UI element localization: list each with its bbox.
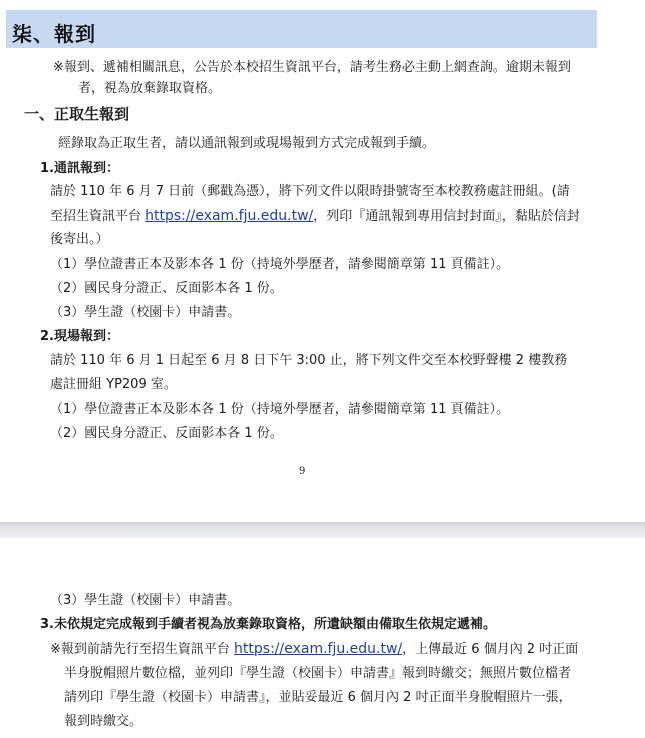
exam-platform-link[interactable]: https://exam.fju.edu.tw/: [145, 208, 314, 224]
photo-note-post: ，上傳最近 6 個月內 2 吋正面: [402, 642, 579, 657]
onsite-line-1: 請於 110 年 6 月 1 日起至 6 月 8 日下午 3:00 止，將下列文件交至本校野聲樓 2 樓教務: [50, 353, 568, 368]
photo-note-line-1: [50, 639, 578, 660]
document-page-10: [0, 538, 645, 738]
mail-line-1: 請於 110 年 6 月 7 日前（郵戳為憑），將下列文件以限時掛號寄至本校教務處註冊組。(請: [50, 184, 570, 199]
mail-line-2-pre: 至招生資訊平台: [50, 209, 146, 224]
photo-note-line-2: 半身脫帽照片數位檔，並列印『學生證（校園卡）申請書』報到時繳交；無照片數位檔者: [64, 666, 572, 681]
notice-line-1: ※報到、遞補相關訊息，公告於本校招生資訊平台，請考生務必主動上網查詢。逾期未報到: [53, 60, 571, 75]
photo-note-line-4: 報到時繳交。: [64, 714, 143, 729]
exam-platform-link-2[interactable]: https://exam.fju.edu.tw/: [234, 641, 403, 657]
onsite-item-1: （1）學位證書正本及影本各 1 份（持境外學歷者，請參閱簡章第 11 頁備註）。: [50, 402, 510, 417]
notice-line-2: 者，視為放棄錄取資格。: [78, 81, 222, 96]
mail-line-3: 後寄出。）: [50, 232, 109, 247]
onsite-heading: 2.現場報到：: [40, 329, 119, 344]
mail-item-2: （2）國民身分證正、反面影本各 1 份。: [50, 281, 283, 296]
mail-item-1: （1）學位證書正本及影本各 1 份（持境外學歷者，請參閱簡章第 11 頁備註）。: [50, 257, 510, 272]
mail-item-3: （3）學生證（校園卡）申請書。: [50, 305, 241, 320]
rule-3: 3.未依規定完成報到手續者視為放棄錄取資格，所遺缺額由備取生依規定遞補。: [40, 617, 496, 632]
onsite-item-2: （2）國民身分證正、反面影本各 1 份。: [50, 426, 283, 441]
mail-heading: 1.通訊報到：: [40, 161, 119, 176]
section-title: 柒、報到: [12, 22, 96, 46]
onsite-item-3: （3）學生證（校園卡）申請書。: [50, 593, 241, 608]
page-gap: [0, 522, 645, 538]
section-banner: [6, 10, 597, 48]
photo-note-line-3: 請列印『學生證（校園卡）申請書』，並貼妥最近 6 個月內 2 吋正面半身脫帽照片一張，: [64, 690, 572, 705]
onsite-line-2: 處註冊組 YP209 室。: [50, 377, 177, 392]
mail-line-2-post: ，列印『通訊報到專用信封封面』，黏貼於信封: [313, 209, 580, 224]
admitted-intro: 經錄取為正取生者，請以通訊報到或現場報到方式完成報到手續。: [58, 136, 436, 151]
photo-note-pre: ※報到前請先行至招生資訊平台: [50, 642, 235, 657]
page-number: 9: [299, 466, 306, 477]
admitted-heading: 一、正取生報到: [24, 105, 130, 123]
mail-line-2: [50, 206, 580, 227]
